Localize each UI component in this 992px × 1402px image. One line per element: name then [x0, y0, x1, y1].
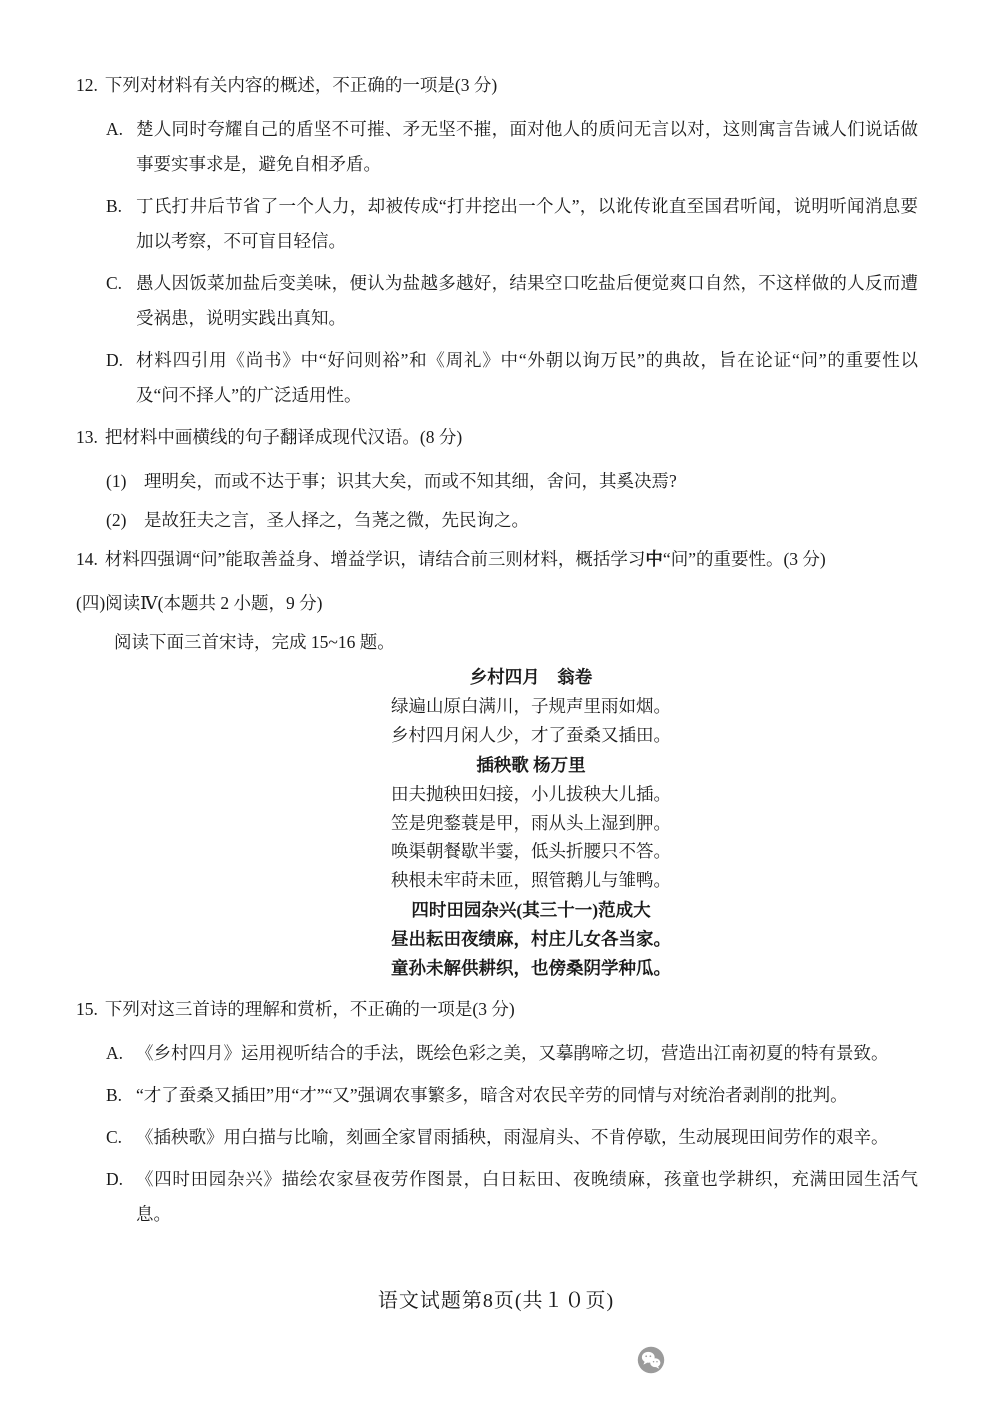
option-label: B.: [106, 196, 123, 216]
option-label: C.: [106, 1127, 123, 1147]
question-number: 13.: [76, 427, 98, 447]
option-text: 《四时田园杂兴》描绘农家昼夜劳作图景，白日耘田、夜晚绩麻，孩童也学耕织，充满田园生活气息。: [136, 1169, 918, 1224]
option-text: “才了蚕桑又插田”用“才”“又”强调农事繁多，暗含对农民辛劳的同情与对统治者剥削的批判。: [136, 1085, 848, 1105]
reading-instruction: 阅读下面三首宋诗，完成 15~16 题。: [114, 632, 395, 652]
question-12-stem: [76, 68, 918, 103]
poem-title: 四时田园杂兴(其三十一)范成大: [411, 900, 651, 920]
question-text-post: “问”的重要性。(3 分): [662, 549, 826, 569]
wechat-icon: [637, 1346, 665, 1374]
option-text: 《乡村四月》运用视听结合的手法，既绘色彩之美，又摹鹃啼之切，营造出江南初夏的特有景致。: [136, 1043, 889, 1063]
question-15-option-d: [106, 1162, 918, 1232]
option-text: 《插秧歌》用白描与比喻，刻画全家冒雨插秧，雨湿肩头、不肯停歇，生动展现田间劳作的艰辛。: [136, 1127, 889, 1147]
poems-block: [110, 662, 952, 982]
option-label: A.: [106, 119, 124, 139]
poem-title: 插秧歌 杨万里: [476, 755, 586, 775]
option-label: D.: [106, 350, 124, 370]
poem-line: 田夫抛秧田妇接，小儿拔秧大儿插。: [391, 784, 671, 804]
option-text: 材料四引用《尚书》中“好问则裕”和《周礼》中“外朝以询万民”的典故，旨在论证“问”的重要性以及“问不择人”的广泛适用性。: [136, 350, 918, 405]
poem-title: 乡村四月 翁卷: [469, 667, 593, 687]
question-13: [76, 420, 918, 538]
question-text: 把材料中画横线的句子翻译成现代汉语。(8 分): [104, 427, 463, 447]
poem-line: 秧根未牢莳未匝，照管鹅儿与雏鸭。: [391, 869, 671, 890]
question-text-pre: 材料四强调“问”能取善益身、增益学识，请结合前三则材料，概括学习: [104, 549, 646, 569]
section-4-heading: (四)阅读Ⅳ(本题共 2 小题，9 分): [76, 593, 323, 613]
poem-line: 昼出耘田夜绩麻，村庄儿女各当家。: [391, 929, 671, 949]
option-label: C.: [106, 273, 123, 293]
question-13-sub-2: [106, 503, 918, 538]
sub-question-text: 是故狂夫之言，圣人择之，刍荛之微，先民询之。: [144, 510, 529, 530]
question-text: 下列对材料有关内容的概述，不正确的一项是(3 分): [104, 75, 498, 95]
poem-sishi-tianyuan-zaxing: [110, 895, 952, 982]
question-12-option-c: [106, 266, 918, 336]
poem-line: 唤渠朝餐歇半霎，低头折腰只不答。: [391, 841, 671, 861]
question-number: 12.: [76, 75, 98, 95]
poem-chayang-ge: [110, 750, 952, 894]
question-15-option-b: [106, 1078, 918, 1113]
poem-line: 乡村四月闲人少，才了蚕桑又插田。: [391, 724, 671, 745]
option-label: A.: [106, 1043, 124, 1063]
question-13-stem: [76, 420, 918, 455]
option-label: B.: [106, 1085, 123, 1105]
question-14: [76, 542, 918, 577]
question-13-sub-1: [106, 464, 918, 499]
question-12-option-a: [106, 112, 918, 182]
question-15-option-c: [106, 1120, 918, 1155]
question-text-emphasis: 中: [645, 549, 663, 569]
option-text: 丁氏打井后节省了一个人力，却被传成“打井挖出一个人”，以讹传讹直至国君听闻，说明听闻消息要加以考察，不可盲目轻信。: [136, 196, 918, 251]
question-text: 下列对这三首诗的理解和赏析，不正确的一项是(3 分): [104, 999, 515, 1019]
option-text: 愚人因饭菜加盐后变美味，便认为盐越多越好，结果空口吃盐后便觉爽口自然，不这样做的人反而遭受祸患，说明实践出真知。: [136, 273, 918, 328]
question-15-stem: [76, 992, 918, 1027]
page-footer: 语文试题第8页(共１０页): [377, 1290, 615, 1312]
option-label: D.: [106, 1169, 124, 1189]
question-number: 14.: [76, 549, 98, 569]
option-text: 楚人同时夸耀自己的盾坚不可摧、矛无坚不摧，面对他人的质问无言以对，这则寓言告诫人们说话做事要实事求是，避免自相矛盾。: [136, 119, 918, 174]
question-12-option-d: [106, 343, 918, 413]
sub-question-text: 理明矣，而或不达于事；识其大矣，而或不知其细，舍问，其奚决焉?: [144, 471, 677, 491]
poem-line: 绿遍山原白满川，子规声里雨如烟。: [391, 696, 671, 716]
poem-xiangcun-siyue: [110, 662, 952, 749]
question-15: [76, 992, 918, 1232]
question-12-option-b: [106, 189, 918, 259]
poem-line: 笠是兜鍪蓑是甲，雨从头上湿到胛。: [391, 812, 671, 833]
question-12: [76, 68, 918, 413]
sub-question-label: (2): [106, 510, 127, 530]
question-number: 15.: [76, 999, 98, 1019]
question-15-option-a: [106, 1036, 918, 1071]
poem-line: 童孙未解供耕织，也傍桑阴学种瓜。: [391, 957, 671, 978]
sub-question-label: (1): [106, 471, 127, 491]
